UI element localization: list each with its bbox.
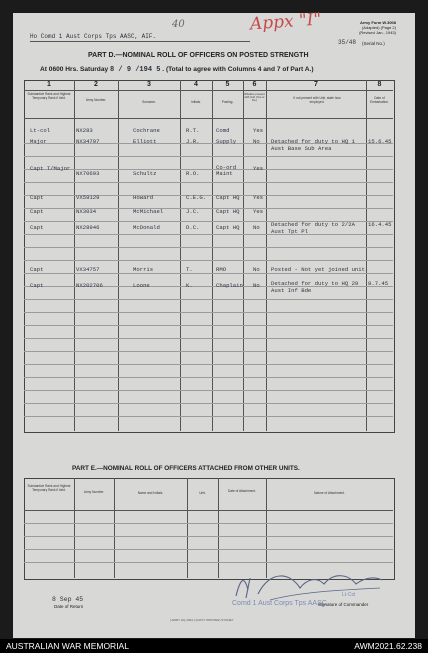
cell-initials: J.R. bbox=[186, 138, 200, 145]
cell-surname: Loone bbox=[133, 282, 150, 289]
part-d-sub-prefix: At 0600 Hrs. Saturday bbox=[40, 66, 109, 73]
table-row bbox=[0, 280, 428, 296]
col-number: 6 bbox=[252, 81, 257, 88]
cell-surname: McMichael bbox=[133, 208, 164, 215]
cell-initials: R.O. bbox=[186, 170, 200, 177]
signature-label: Signature of Commander bbox=[318, 602, 369, 607]
col-number: 5 bbox=[225, 81, 230, 88]
col-header-rank: Substantive Rank and Highest Temporary Rank if held. bbox=[27, 92, 71, 100]
handwritten-unit-mark: 40 bbox=[172, 19, 185, 30]
e-col-header-nature: Nature of Attachment. bbox=[314, 491, 345, 495]
cell-present: Yes bbox=[253, 127, 264, 134]
cell-rank: Capt bbox=[30, 266, 44, 273]
cell-rank: Capt bbox=[30, 282, 44, 289]
part-d-date: 8 / 9 /194 5 bbox=[110, 66, 161, 74]
col-header-posting: Posting. bbox=[221, 100, 234, 104]
cell-posting: RMO bbox=[216, 266, 227, 273]
col-header-initials: Initials. bbox=[191, 100, 201, 104]
col-number: 8 bbox=[377, 81, 382, 88]
cell-embarkation-date: 8.7.45 bbox=[368, 280, 389, 287]
cell-employed: Detached for duty to HQ 1 Aust Base Sub Area bbox=[271, 138, 355, 152]
col-number: 1 bbox=[47, 81, 51, 88]
e-col-header-date: Date of Attachment. bbox=[228, 489, 256, 493]
cell-army-number: NX70693 bbox=[76, 170, 100, 177]
col-number: 7 bbox=[314, 81, 318, 88]
e-col-header-name: Name and Initials. bbox=[137, 491, 164, 495]
cell-posting: Capt HQ bbox=[216, 224, 240, 231]
archive-reference: AWM2021.62.238 bbox=[354, 641, 422, 651]
cell-surname: Schultz bbox=[133, 170, 157, 177]
cell-posting: Chaplain bbox=[216, 282, 243, 289]
e-col-header-unit: Unit. bbox=[199, 491, 206, 495]
cell-present: No bbox=[253, 282, 260, 289]
army-form-line: (Adapted) (Page 2) bbox=[361, 25, 396, 30]
cell-army-number: VX59129 bbox=[76, 194, 100, 201]
cell-initials: J.C. bbox=[186, 208, 200, 215]
col-header-embarkation: Date of Embarkation. bbox=[370, 96, 389, 104]
serial-value: 35/48 bbox=[338, 39, 357, 46]
col-number: 4 bbox=[194, 81, 198, 88]
part-d-sub-suffix: . (Total to agree with Columns 4 and 7 of Part A.) bbox=[162, 66, 314, 73]
e-col-header-army-number: Army Number. bbox=[83, 490, 105, 494]
army-form-reference bbox=[342, 20, 396, 35]
commander-signature bbox=[230, 560, 390, 604]
army-form-line: Army Form W.3008 bbox=[359, 20, 396, 25]
cell-surname: Howard bbox=[133, 194, 154, 201]
cell-employed: Detached for duty to 2/2A Aust Tpt Pl bbox=[271, 221, 355, 235]
serial-label: (Serial No.) bbox=[362, 41, 385, 46]
cell-embarkation-date: 16.4.45 bbox=[368, 221, 392, 228]
cell-rank: Capt bbox=[30, 224, 44, 231]
return-date-label: Date of Return bbox=[54, 604, 84, 609]
cell-initials: K. bbox=[186, 282, 193, 289]
army-form-line: (Revised Jan., 1943) bbox=[359, 30, 396, 35]
col-header-employed: If not present with Unit, state how employed. bbox=[293, 96, 341, 104]
col-header-present: Whether present with Unit (Yes or No.) bbox=[244, 92, 265, 103]
cell-embarkation-date: 15.6.45 bbox=[368, 138, 392, 145]
cell-posting: Capt HQ bbox=[216, 208, 240, 215]
commander-stamp-rank: Lt-Col bbox=[342, 592, 356, 598]
cell-surname: McDonald bbox=[133, 224, 160, 231]
cell-present: Yes bbox=[253, 208, 264, 215]
col-header-army-number: Army Number. bbox=[85, 98, 107, 102]
table-row bbox=[0, 266, 428, 274]
cell-surname: Cochrane bbox=[133, 127, 160, 134]
appendix-mark: Appx "I" bbox=[249, 9, 323, 35]
cell-surname: Elliott bbox=[133, 138, 157, 145]
table-row bbox=[0, 165, 428, 181]
table-row bbox=[0, 127, 428, 135]
table-row bbox=[0, 208, 428, 216]
cell-present: Yes bbox=[253, 194, 264, 201]
part-d-subtitle bbox=[40, 66, 314, 74]
col-number: 3 bbox=[147, 81, 151, 88]
cell-rank: Capt bbox=[30, 208, 44, 215]
cell-rank: Capt bbox=[30, 194, 44, 201]
cell-army-number: NX283 bbox=[76, 127, 93, 134]
return-date-value: 8 Sep 45 bbox=[52, 596, 84, 603]
cell-employed: Detached for duty to HQ 29 Aust Inf Bde bbox=[271, 280, 359, 294]
cell-initials: D.C. bbox=[186, 224, 200, 231]
cell-army-number: NX3034 bbox=[76, 208, 97, 215]
cell-rank: Major bbox=[30, 138, 47, 145]
unit-heading: Ho Comd 1 Aust Corps Tps AASC, AIF. bbox=[30, 33, 157, 40]
part-d-title: PART D.—NOMINAL ROLL OF OFFICERS ON POSTED STRENGTH bbox=[88, 52, 309, 59]
commander-stamp: Comd 1 Aust Corps Tps AASC bbox=[232, 600, 327, 607]
archive-footer bbox=[0, 639, 428, 653]
cell-posting: Supply bbox=[216, 138, 237, 145]
cell-rank: Lt-col bbox=[30, 127, 51, 134]
cell-present: No bbox=[253, 224, 260, 231]
cell-surname: Morris bbox=[133, 266, 154, 273]
archive-name: AUSTRALIAN WAR MEMORIAL bbox=[6, 641, 129, 651]
cell-initials: C.E.G. bbox=[186, 194, 207, 201]
cell-army-number: NX202706 bbox=[76, 282, 103, 289]
cell-posting: Capt HQ bbox=[216, 194, 240, 201]
cell-army-number: VX34757 bbox=[76, 266, 100, 273]
cell-army-number: NX34797 bbox=[76, 138, 100, 145]
cell-present: No bbox=[253, 138, 260, 145]
unit-heading-rule bbox=[30, 41, 250, 42]
cell-present: No bbox=[253, 266, 260, 273]
cell-initials: R.T. bbox=[186, 127, 200, 134]
e-col-header-rank: Substantive Rank and Highest Temporary Rank if held. bbox=[27, 484, 71, 492]
cell-posting: Co-ord Maint bbox=[216, 164, 237, 177]
col-number: 2 bbox=[94, 81, 98, 88]
cell-present: Yes bbox=[253, 165, 264, 172]
cell-army-number: NX28946 bbox=[76, 224, 100, 231]
cell-posting: Comd bbox=[216, 127, 230, 134]
part-e-title: PART E.—NOMINAL ROLL OF OFFICERS ATTACHED FROM OTHER UNITS. bbox=[72, 465, 300, 472]
print-line: [ ARMY HQ 1944 ] (GOVT. PRINTER) SYDNEY bbox=[170, 618, 234, 622]
cell-initials: T. bbox=[186, 266, 193, 273]
table-row bbox=[0, 221, 428, 237]
cell-rank: Capt T/Major bbox=[30, 165, 71, 172]
table-row bbox=[0, 138, 428, 154]
col-header-surname: Surname. bbox=[142, 100, 156, 104]
cell-employed: Posted - Not yet joined unit. bbox=[271, 266, 369, 273]
table-row bbox=[0, 194, 428, 202]
